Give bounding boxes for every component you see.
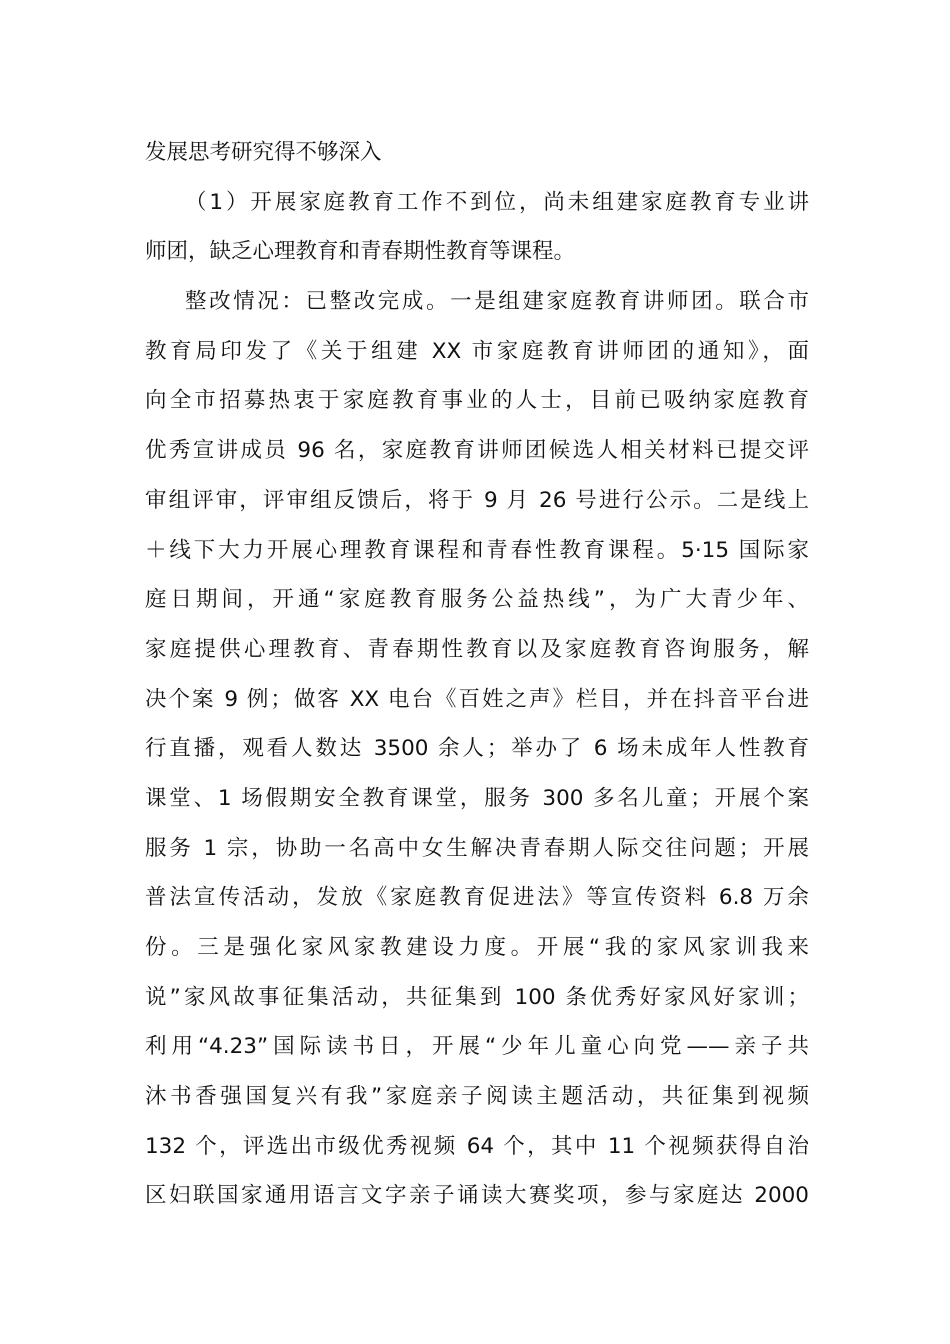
text-line: 庭日期间，开通“家庭教育服务公益热线”，为广大青少年、 <box>145 587 809 613</box>
text-line: 优秀宣讲成员 96 名，家庭教育讲师团候选人相关材料已提交评 <box>145 438 809 464</box>
text-line: 家庭提供心理教育、青春期性教育以及家庭教育咨询服务，解 <box>145 636 809 662</box>
text-line: 132 个，评选出市级优秀视频 64 个，其中 11 个视频获得自治 <box>145 1133 809 1159</box>
text-line: 份。三是强化家风家教建设力度。开展“我的家风家训我来 <box>145 935 809 960</box>
text-line: 服务 1 宗，协助一名高中女生解决青春期人际交往问题；开展 <box>145 835 809 861</box>
text-line: 向全市招募热衷于家庭教育事业的人士，目前已吸纳家庭教育 <box>145 388 809 414</box>
text-line: 教育局印发了《关于组建 XX 市家庭教育讲师团的通知》，面 <box>145 338 809 364</box>
text-line: 决个案 9 例；做客 XX 电台《百姓之声》栏目，并在抖音平台进 <box>145 686 809 712</box>
text-line: 普法宣传活动，发放《家庭教育促进法》等宣传资料 6.8 万余 <box>145 885 809 911</box>
text-line: 沐书香强国复兴有我”家庭亲子阅读主题活动，共征集到视频 <box>145 1084 809 1110</box>
text-line: 说”家风故事征集活动，共征集到 100 条优秀好家风好家训； <box>145 984 809 1010</box>
text-line: 发展思考研究得不够深入 <box>145 140 382 165</box>
text-line: 区妇联国家通用语言文字亲子诵读大赛奖项，参与家庭达 2000 <box>145 1183 809 1209</box>
text-line: 审组评审，评审组反馈后，将于 9 月 26 号进行公示。二是线上 <box>145 487 809 513</box>
text-line: 整改情况：已整改完成。一是组建家庭教育讲师团。联合市 <box>185 289 809 315</box>
text-line: ＋线下大力开展心理教育课程和青春性教育课程。5·15 国际家 <box>145 537 809 563</box>
text-line: 行直播，观看人数达 3500 余人；举办了 6 场未成年人性教育 <box>145 736 809 762</box>
text-line: 课堂、1 场假期安全教育课堂，服务 300 多名儿童；开展个案 <box>145 785 809 811</box>
text-line: 利用“4.23”国际读书日，开展“少年儿童心向党——亲子共 <box>145 1034 809 1060</box>
text-line: （1）开展家庭教育工作不到位，尚未组建家庭教育专业讲 <box>185 189 809 215</box>
document-body <box>145 128 809 1221</box>
text-line: 师团，缺乏心理教育和青春期性教育等课程。 <box>145 239 576 265</box>
